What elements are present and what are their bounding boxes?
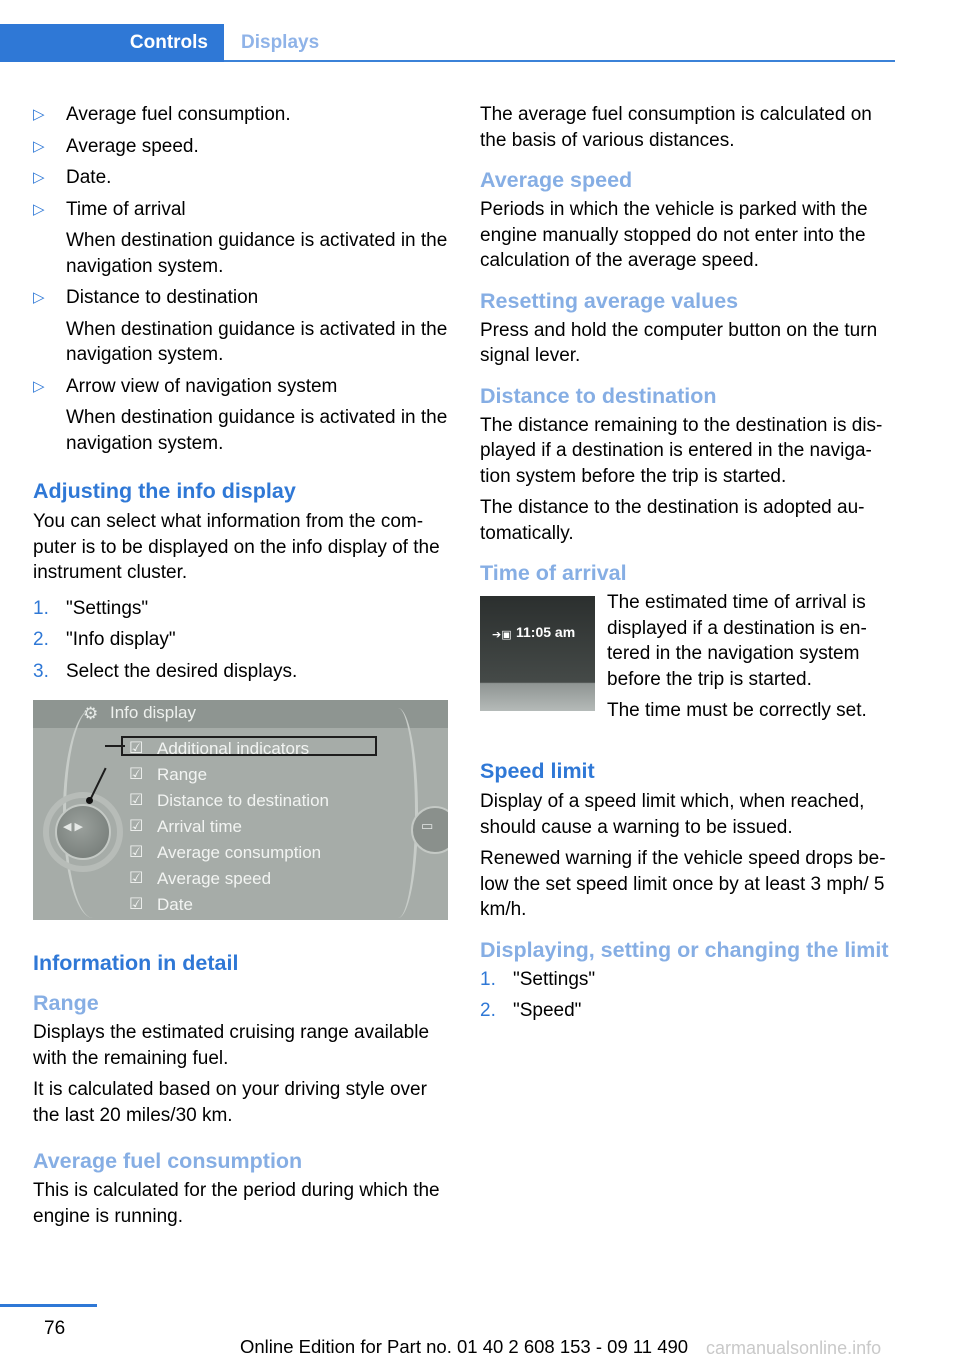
detail-heading: Information in detail bbox=[33, 951, 239, 975]
page-number: 76 bbox=[44, 1318, 66, 1339]
edition-note: Online Edition for Part no. 01 40 2 608 153 - 09 11 490 bbox=[240, 1336, 689, 1357]
list-item-text: Time of arrival bbox=[66, 198, 186, 220]
arrival-paragraph: The estimated time of arrival is displayed if a destination is en-tered in the navigation system before the trip is started. bbox=[607, 592, 867, 690]
step-number: 2. bbox=[33, 629, 49, 650]
step-text: "Speed" bbox=[513, 1000, 582, 1021]
arrival-block bbox=[480, 590, 896, 740]
tab-displays[interactable]: Displays bbox=[241, 32, 320, 53]
menu-item: ☑ Average speed bbox=[129, 869, 272, 888]
step-item bbox=[33, 596, 449, 622]
step-number: 3. bbox=[33, 660, 49, 682]
limit-heading: Displaying, setting or changing the limit bbox=[480, 937, 889, 962]
triangle-bullet-icon: ▷ bbox=[33, 289, 45, 306]
list-item bbox=[33, 134, 449, 160]
menu-item: ☑ Additional indicators bbox=[129, 739, 310, 758]
checkbox-icon: ☑ bbox=[129, 740, 144, 757]
adjust-heading: Adjusting the info display bbox=[33, 479, 296, 503]
range-paragraph-2: It is calculated based on your driving style over the last 20 miles/30 km. bbox=[33, 1079, 427, 1126]
right-column bbox=[480, 102, 896, 1030]
info-display-screenshot bbox=[33, 700, 448, 920]
display-options-list bbox=[33, 102, 449, 456]
destination-flag-icon: ➔▣ bbox=[492, 629, 512, 641]
list-item-text: Average fuel consumption. bbox=[66, 104, 291, 125]
distance-heading: Distance to destination bbox=[480, 383, 717, 408]
gear-icon: ⚙ bbox=[83, 704, 99, 723]
distance-paragraph: The distance remaining to the destination is dis-played if a destination is entered in the naviga-tion system before the trip is started. bbox=[480, 414, 883, 487]
triangle-bullet-icon: ▷ bbox=[33, 169, 45, 186]
list-item-note: When destination guidance is activated in the navigation system. bbox=[66, 318, 448, 365]
list-item-text: Average speed. bbox=[66, 135, 199, 157]
list-item bbox=[33, 197, 449, 280]
checkbox-icon: ☑ bbox=[129, 766, 144, 783]
pointer-line bbox=[105, 745, 125, 747]
step-text: "Settings" bbox=[513, 968, 596, 990]
list-item-text: Date. bbox=[66, 167, 112, 188]
step-item bbox=[33, 659, 449, 685]
triangle-bullet-icon: ▷ bbox=[33, 106, 45, 123]
left-column bbox=[33, 102, 449, 1235]
display-icon: ▭ bbox=[421, 818, 434, 833]
step-text: "Info display" bbox=[66, 629, 176, 650]
step-number: 1. bbox=[33, 597, 49, 619]
arrival-time-display bbox=[480, 596, 595, 711]
arrival-heading: Time of arrival bbox=[480, 561, 627, 585]
pointer-dot bbox=[86, 797, 93, 804]
tab-controls[interactable]: Controls bbox=[0, 24, 224, 62]
reset-heading: Resetting average values bbox=[480, 288, 739, 313]
arrival-time-value: 11:05 am bbox=[516, 624, 576, 640]
arrival-paragraph-2: The time must be correctly set. bbox=[607, 700, 867, 721]
menu-item: ☑ Average consumption bbox=[129, 843, 322, 862]
avgfuel-paragraph-2: The average fuel consumption is calculated on the basis of various distances. bbox=[480, 104, 872, 151]
avgfuel-paragraph: This is calculated for the period during which the engine is running. bbox=[33, 1180, 440, 1227]
list-item-note: When destination guidance is activated in the navigation system. bbox=[66, 407, 448, 454]
triangle-bullet-icon: ▷ bbox=[33, 377, 45, 395]
screen-menu bbox=[129, 738, 329, 920]
list-item bbox=[33, 374, 449, 457]
checkbox-icon: ☑ bbox=[129, 844, 144, 861]
step-text: Select the desired displays. bbox=[66, 660, 298, 682]
avgspeed-paragraph: Periods in which the vehicle is parked with the engine manually stopped do not enter into the calculation of the average speed. bbox=[480, 199, 868, 271]
avgfuel-heading: Average fuel consumption bbox=[33, 1149, 303, 1173]
triangle-bullet-icon: ▷ bbox=[33, 200, 45, 218]
list-item-text: Distance to destination bbox=[66, 287, 259, 308]
checkbox-icon: ☑ bbox=[129, 818, 144, 835]
step-number: 1. bbox=[480, 968, 496, 990]
limit-steps bbox=[480, 967, 896, 1024]
knob-arrows-icon: ◀ ▶ bbox=[63, 821, 83, 833]
speed-limit-heading: Speed limit bbox=[480, 759, 595, 783]
menu-item: ☑ Distance to destination bbox=[129, 791, 329, 810]
step-item bbox=[33, 627, 449, 653]
screen-title: Info display bbox=[110, 703, 196, 722]
step-number: 2. bbox=[480, 1000, 496, 1021]
list-item bbox=[33, 285, 449, 368]
list-item bbox=[33, 102, 449, 128]
list-item-note: When destination guidance is activated in the navigation system. bbox=[66, 230, 448, 277]
step-item bbox=[480, 998, 896, 1024]
range-heading: Range bbox=[33, 991, 99, 1015]
footer-rule bbox=[0, 1304, 97, 1307]
menu-item: ☑ Range bbox=[129, 765, 208, 784]
step-text: "Settings" bbox=[66, 597, 149, 619]
checkbox-icon: ☑ bbox=[129, 792, 144, 809]
adjust-paragraph: You can select what information from the com-puter is to be displayed on the info display of the instrument cluster. bbox=[33, 511, 440, 583]
watermark: carmanualsonline.info bbox=[706, 1338, 882, 1358]
distance-paragraph-2: The distance to the destination is adopted au-tomatically. bbox=[480, 497, 865, 544]
arrival-text bbox=[607, 590, 899, 730]
menu-item: ☑ Arrival time bbox=[129, 817, 243, 836]
triangle-bullet-icon: ▷ bbox=[33, 137, 45, 155]
menu-item: ☑ Date bbox=[129, 895, 193, 914]
section-tabs bbox=[0, 24, 895, 62]
speed-limit-paragraph-2: Renewed warning if the vehicle speed drops be-low the set speed limit once by at least 3 mph/ 5 km/h. bbox=[480, 848, 886, 920]
reset-paragraph: Press and hold the computer button on the turn signal lever. bbox=[480, 319, 878, 366]
avgspeed-heading: Average speed bbox=[480, 168, 633, 192]
checkbox-icon: ☑ bbox=[129, 870, 144, 887]
list-item-text: Arrow view of navigation system bbox=[66, 375, 338, 397]
screen-arc-right bbox=[378, 708, 418, 918]
adjust-steps bbox=[33, 596, 449, 685]
list-item bbox=[33, 165, 449, 191]
checkbox-icon: ☑ bbox=[129, 896, 144, 913]
step-item bbox=[480, 967, 896, 993]
range-paragraph: Displays the estimated cruising range available with the remaining fuel. bbox=[33, 1022, 430, 1069]
speed-limit-paragraph: Display of a speed limit which, when reached, should cause a warning to be issued. bbox=[480, 791, 865, 838]
